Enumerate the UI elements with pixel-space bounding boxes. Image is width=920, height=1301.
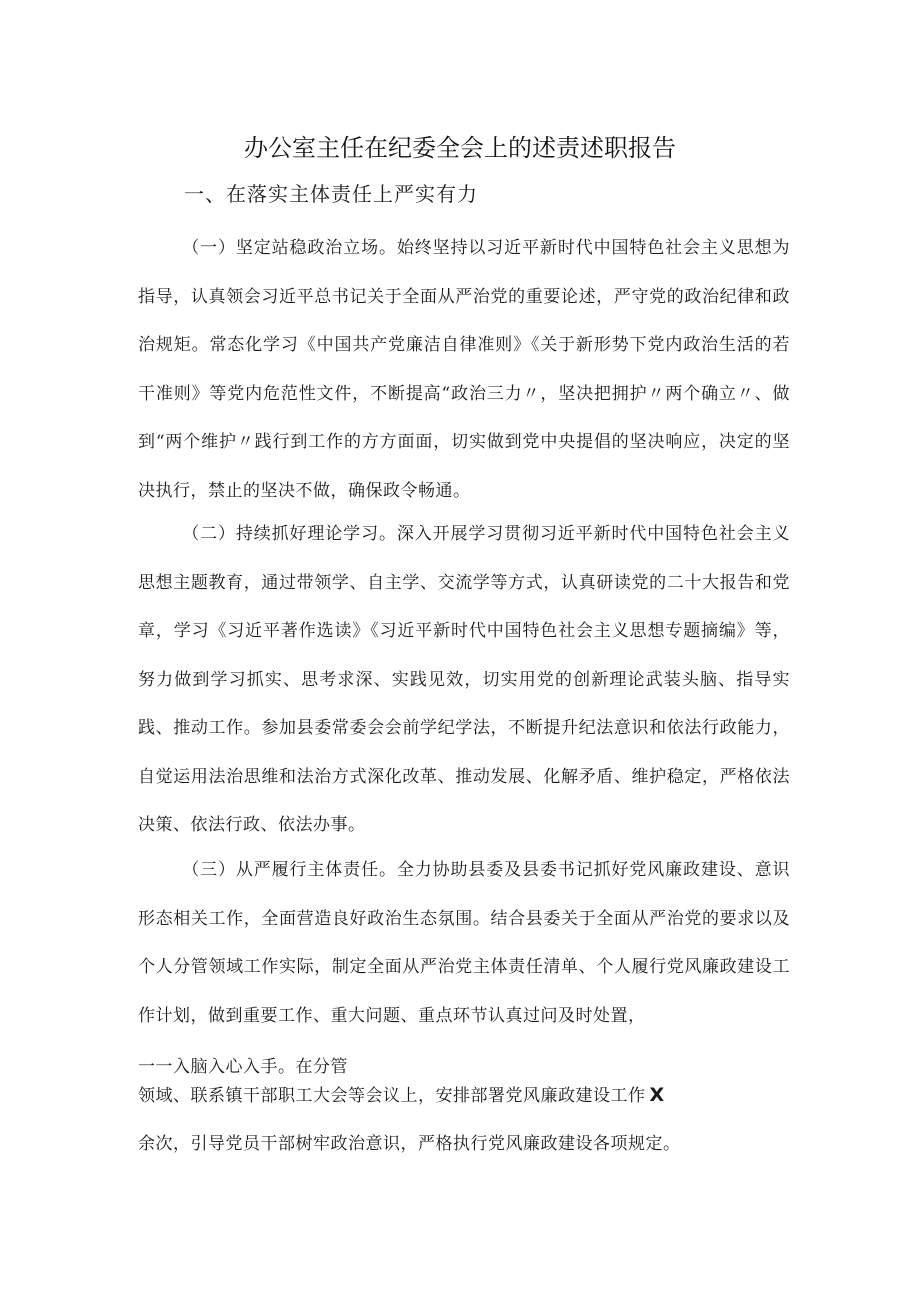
paragraph-political-stance: （一）坚定站稳政治立场。始终坚持以习近平新时代中国特色社会主义思想为指导，认真领会习近平总书记关于全面从严治党的重要论述，严守党的政治纪律和政治规矩。常态化学习《中国共产党廉洁自律准则》《关于新形势下党内政治生活的若干准则》等党内危范性文件，不断提高“政治三力〃，坚决把拥护〃两个确立〃、做到“两个维护〃践行到工作的方方面面，切实做到党中央提倡的坚决响应，决定的坚决执行，禁止的坚决不做，确保政令畅通。 [138,238,790,501]
document-title: 办公室主任在纪委全会上的述责述职报告 [244,134,676,162]
paragraph-theory-study: （二）持续抓好理论学习。深入开展学习贯彻习近平新时代中国特色社会主义思想主题教育，通过带领学、自主学、交流学等方式，认真研读党的二十大报告和党章，学习《习近平著作选读》《习近平新时代中国特色社会主义思想专题摘编》等，努力做到学习抓实、思考求深、实践见效，切实用党的创新理论武装头脑、指导实践、推动工作。参加县委常委会会前学纪学法，不断提升纪法意识和依法行政能力，自觉运用法治思维和法治方式深化改革、推动发展、化解矛盾、维护稳定，严格依法决策、依法行政、依法办事。 [138,524,790,835]
fragment-line-2-text: 领域、联系镇干部职工大会等会议上，安排部署党风廉政建设工作 [138,1086,646,1106]
placeholder-mark: X [649,1084,665,1106]
fragment-line-3: 余次，引导党员干部树牢政治意识，严格执行党风廉政建设各项规定。 [138,1134,681,1154]
fragment-line-2 [138,1081,665,1106]
section-heading: 一、在落实主体责任上严实有力 [184,182,478,206]
paragraph-main-responsibility: （三）从严履行主体责任。全力协助县委及县委书记抓好党风廉政建设、意识形态相关工作，全面营造良好政治生态氛围。结合县委关于全面从严治党的要求以及个人分管领域工作实际，制定全面从严治党主体责任清单、个人履行党风廉政建设工作计划，做到重要工作、重大问题、重点环节认真过问及时处置， [138,860,790,1026]
fragment-line-1: 一一入脑入心入手。在分管 [138,1057,348,1077]
